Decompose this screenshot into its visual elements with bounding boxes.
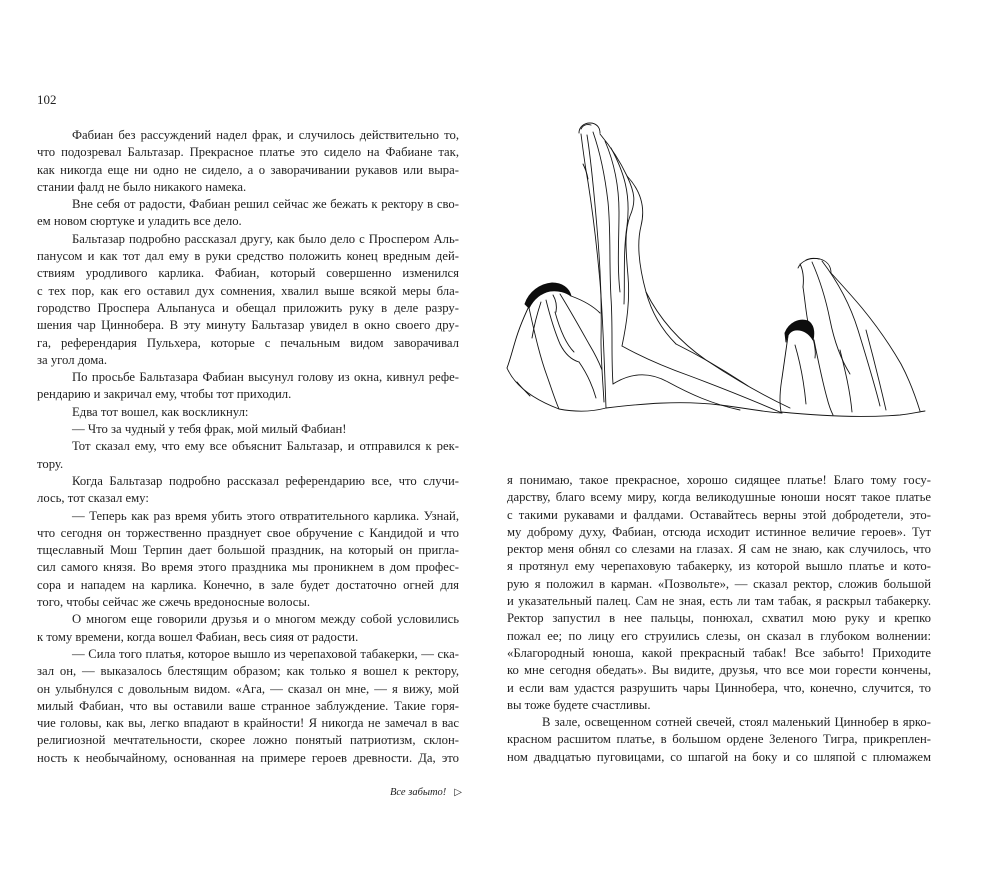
text-line: лось, тот сказал ему: — [37, 491, 149, 506]
seated-figures — [780, 258, 925, 416]
left-page-text — [37, 127, 459, 767]
paragraph — [37, 646, 459, 767]
text-line: Едва тот вошел, как воскликнул: — [72, 404, 249, 419]
text-line: рую я положил в карман. «Позвольте», — сказал ректор, сложив большой — [507, 576, 931, 591]
paragraph — [37, 127, 459, 196]
text-line: му доброму духу, Фабиан, отсюда исходит истинное величие героев». Тут — [507, 524, 931, 539]
text-line: зал он, — выказалось блестящим образом; как только я вошел к ректору, — [37, 664, 459, 679]
hair-strand — [532, 302, 541, 338]
text-line: В зале, освещенном сотней свечей, стоял маленький Циннобер в ярко- — [542, 715, 931, 730]
text-line: красном расшитом платье, в большом ордене Зеленого Тигра, прикреплен- — [507, 732, 931, 747]
text-line: и если вам удастся разрушить чары Циннобера, что, конечно, случится, то — [507, 680, 931, 695]
text-line: тщеславный Мош Терпин дает большой праздник, на который он пригла- — [37, 543, 459, 558]
text-line: с тех пор, как его оставил дух сомнения, хвалил выше всякой меры бла- — [37, 283, 459, 298]
text-line: шения чар Циннобера. В эту минуту Бальтазар увидел в окно своего дру- — [37, 318, 459, 333]
robe-fold — [795, 345, 806, 404]
hair-mass — [525, 283, 571, 308]
cloth-line — [579, 362, 596, 398]
paragraph — [37, 421, 459, 438]
robe-fold — [866, 330, 886, 410]
cloth-line — [560, 294, 602, 370]
upper-hair — [800, 264, 803, 287]
text-line: Бальтазар подробно рассказал другу, как было дело с Проспером Аль- — [72, 231, 459, 246]
cloth-line — [529, 308, 559, 409]
paragraph — [507, 472, 931, 714]
text-line: — Что за чудный у тебя фрак, мой милый Фабиан! — [72, 422, 347, 437]
text-line: дарству, благо всему миру, когда великодушные юноши носят такое платье — [507, 490, 931, 505]
paragraph — [37, 196, 459, 231]
paragraph — [37, 611, 459, 646]
illustration — [500, 115, 930, 425]
footer-label: Все забыто! — [390, 787, 447, 798]
paragraph — [37, 369, 459, 404]
ground-line — [781, 411, 925, 416]
text-line: того, чтобы сейчас же сжечь вредоносные волосы. — [37, 595, 311, 610]
text-line: — Теперь как раз время убить этого отвратительного карлика. Узнай, — [72, 508, 459, 523]
text-line: Вне себя от радости, Фабиан решил сейчас же бежать к ректору в сво- — [72, 197, 459, 212]
text-line: с такими рукавами и фалдами. Оставайтесь верны этой добродетели, это- — [507, 507, 931, 522]
text-line: стании фалд не было никакого намека. — [37, 179, 247, 194]
next-page-arrow-icon: ▷ — [454, 787, 462, 798]
text-line: милый Фабиан, что вы оставили ваше странное заблуждение. Такие горя- — [37, 698, 459, 713]
robe-fold — [605, 141, 620, 292]
text-line: что сегодня он торжественно празднует свое обручение с Кандидой и что — [37, 525, 459, 540]
lower-body — [814, 340, 833, 415]
text-line: рендарию и закричал ему, чтобы тот приходил. — [37, 387, 292, 402]
lower-hair-mass — [785, 320, 814, 342]
cloth-line — [555, 312, 574, 352]
paragraph — [37, 473, 459, 508]
text-line: он улыбнулся с довольным видом. «Ага, — сказал он мне, — я вижу, мой — [37, 681, 459, 696]
robe-fold — [593, 132, 613, 384]
text-line: «Благородный юноша, какой прекрасный табак! Все забыто! Приходите — [507, 645, 931, 660]
paragraph — [37, 404, 459, 421]
page-number: 102 — [37, 92, 57, 107]
text-line: — Сила того платья, которое вышло из черепаховой табакерки, — ска- — [72, 646, 459, 661]
text-line: ко мне сегодня обедать». Вы видите, друзья, что все мои горести кончены, — [507, 663, 931, 678]
text-line: ем новом сюртуке и уладить все дело. — [37, 214, 242, 229]
paragraph — [507, 714, 931, 766]
robe-fold — [587, 135, 604, 402]
ground-drapery — [606, 292, 790, 413]
text-line: панусом и как тот дал ему в руки средство положить конец вредным дей- — [37, 249, 459, 264]
text-line: ном двадцатью пуговицами, со шпагой на боку и со шляпой с плюмажем — [507, 749, 931, 764]
paragraph — [37, 508, 459, 612]
text-line: ректор меня обнял со слезами на глазах. Я сам не знаю, как случилось, что — [507, 542, 931, 557]
text-line: тору. — [37, 456, 64, 471]
text-line: ствиям уродливого карлика. Фабиан, который совершенно изменился — [37, 266, 459, 281]
text-line: ность к необычайному, основанная на примере героев древности. Да, это — [37, 750, 459, 765]
paragraph — [37, 231, 459, 369]
text-line: я понимаю, такое прекрасное, хорошо сидящее платье! Благо тому госу- — [507, 473, 931, 487]
text-line: к тому времени, когда вошел Фабиан, весь сияя от радости. — [37, 629, 359, 644]
text-line: чие головы, как вы, легко впадают в крайности! Я никогда не замечал в вас — [37, 716, 459, 731]
text-line: О многом еще говорили друзья и о многом между собой условились — [72, 612, 459, 627]
text-line: сил самого князя. Во время этого праздника мы проникнем в дом профес- — [37, 560, 459, 575]
robe-back — [627, 176, 676, 344]
hair-strand — [507, 300, 532, 368]
lower-body — [780, 378, 782, 412]
text-line: га, референдария Пульхера, которые с печальным видом заворачивал — [37, 335, 459, 350]
text-line: Ректор запустил в нее пальцы, понюхал, схватил мою руку и крепко — [507, 611, 931, 626]
robe-fold — [611, 148, 628, 304]
robe-right-outline — [600, 134, 634, 346]
drape-line — [606, 403, 782, 413]
right-page-text — [507, 472, 931, 766]
text-line: городство Проспера Альпануса и обещал приложить руку в деле разру- — [37, 300, 459, 315]
text-line: что подозревал Бальтазар. Прекрасное платье это сидело на Фабиане так, — [37, 145, 459, 160]
cloth-line — [507, 368, 606, 411]
text-line: вы тоже будете счастливы. — [507, 697, 651, 712]
text-line: Фабиан без рассуждений надел фрак, и случилось действительно то, — [72, 128, 459, 142]
cloth-line — [571, 296, 600, 313]
crouching-figure — [507, 283, 606, 411]
hair-strand — [553, 295, 556, 312]
paragraph — [37, 438, 459, 473]
text-line: Тот сказал ему, что ему все объяснит Бальтазар, и отправился к рек- — [72, 439, 459, 454]
text-line: я протянул ему черепаховую табакерку, из которой вышло платье и кото- — [507, 559, 931, 574]
running-footer — [390, 786, 462, 800]
cloth-line — [546, 300, 579, 362]
text-line: пожал ее; по лицу его струились слезы, он сказал в глубоком волнении: — [507, 628, 931, 643]
text-line: Когда Бальтазар подробно рассказал референдарию все, что случи- — [72, 473, 459, 488]
text-line: за угол дома. — [37, 352, 108, 367]
text-line: сора и нападем на карлика. Конечно, в зале будет достаточно огней для — [37, 577, 459, 592]
text-line: религиозной мечтательности, скорее ложно понятый патриотизм, склон- — [37, 733, 459, 748]
drape-line — [646, 292, 790, 408]
lower-hair-strand — [782, 336, 788, 378]
robe-fold — [822, 261, 880, 406]
text-line: и указательный палец. Сам не зная, есть ли там табак, я раскрыл табакерку. — [507, 594, 931, 609]
text-line: как никогда еще ни одно не сидело, а о заворачивании рукавов или выра- — [37, 162, 459, 177]
text-line: По просьбе Бальтазара Фабиан высунул голову из окна, кивнул рефе- — [72, 370, 459, 385]
